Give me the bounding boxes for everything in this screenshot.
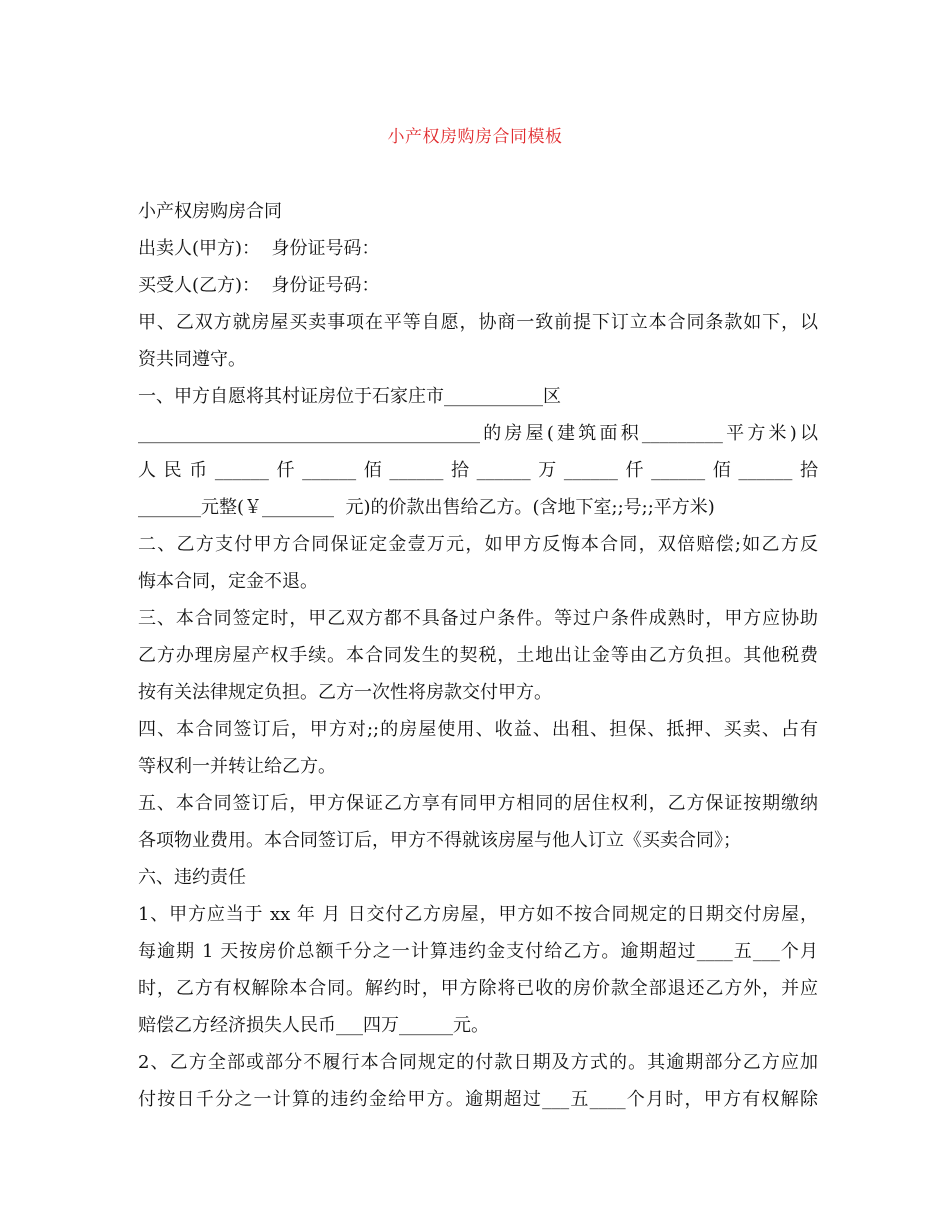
seller-line: 出卖人(甲方)： 身份证号码： xyxy=(138,238,380,259)
paragraph-line: 三、本合同签定时，甲乙双方都不具备过户条件。等过户条件成熟时，甲方应协助 xyxy=(138,608,818,629)
paragraph-line: 等权利一并转让给乙方。 xyxy=(138,756,336,777)
paragraph-line: 每逾期 1 天按房价总额千分之一计算违约金支付给乙方。逾期超过____五___个月 xyxy=(138,941,818,962)
paragraph-line: 2、乙方全部或部分不履行本合同规定的付款日期及方式的。其逾期部分乙方应加 xyxy=(138,1052,818,1073)
paragraph-line: 1、甲方应当于 xx 年 月 日交付乙方房屋，甲方如不按合同规定的日期交付房屋， xyxy=(138,904,818,925)
paragraph-line: 乙方办理房屋产权手续。本合同发生的契税，土地出让金等由乙方负担。其他税费 xyxy=(138,645,818,666)
paragraph-line: 资共同遵守。 xyxy=(138,349,246,370)
paragraph-line: 时，乙方有权解除本合同。解约时，甲方除将已收的房价款全部退还乙方外，并应 xyxy=(138,978,818,999)
paragraph-line: 按有关法律规定负担。乙方一次性将房款交付甲方。 xyxy=(138,682,552,703)
paragraph-line: ______________________________________的房屋(建筑面积_________平方米)以 xyxy=(138,423,818,444)
document-body xyxy=(138,193,818,1118)
section-heading: 六、违约责任 xyxy=(138,867,246,888)
paragraph-line: 各项物业费用。本合同签订后，甲方不得就该房屋与他人订立《买卖合同》； xyxy=(138,830,741,851)
paragraph-line: 悔本合同，定金不退。 xyxy=(138,571,318,592)
paragraph-line: 二、乙方支付甲方合同保证定金壹万元，如甲方反悔本合同，双倍赔偿;如乙方反 xyxy=(138,534,818,555)
paragraph-line: 甲、乙双方就房屋买卖事项在平等自愿，协商一致前提下订立本合同条款如下，以 xyxy=(138,312,818,333)
paragraph-line: 五、本合同签订后，甲方保证乙方享有同甲方相同的居住权利，乙方保证按期缴纳 xyxy=(138,793,818,814)
paragraph-line: 四、本合同签订后，甲方对;;的房屋使用、收益、出租、担保、抵押、买卖、占有 xyxy=(138,719,818,740)
paragraph-line: 付按日千分之一计算的违约金给甲方。逾期超过___五____个月时，甲方有权解除 xyxy=(138,1089,818,1110)
document-title: 小产权房购房合同模板 xyxy=(387,127,563,147)
paragraph-line: _______元整(￥________ 元)的价款出售给乙方。(含地下室;;号;;平方米) xyxy=(138,497,715,518)
paragraph-line: 一、甲方自愿将其村证房位于石家庄市___________区 xyxy=(138,386,561,407)
paragraph-line: 人民币______仟______佰______拾______万______仟______佰______拾 xyxy=(138,460,818,481)
paragraph-line: 赔偿乙方经济损失人民币___四万______元。 xyxy=(138,1015,489,1036)
buyer-line: 买受人(乙方)： 身份证号码： xyxy=(138,275,380,296)
contract-heading: 小产权房购房合同 xyxy=(138,201,282,222)
